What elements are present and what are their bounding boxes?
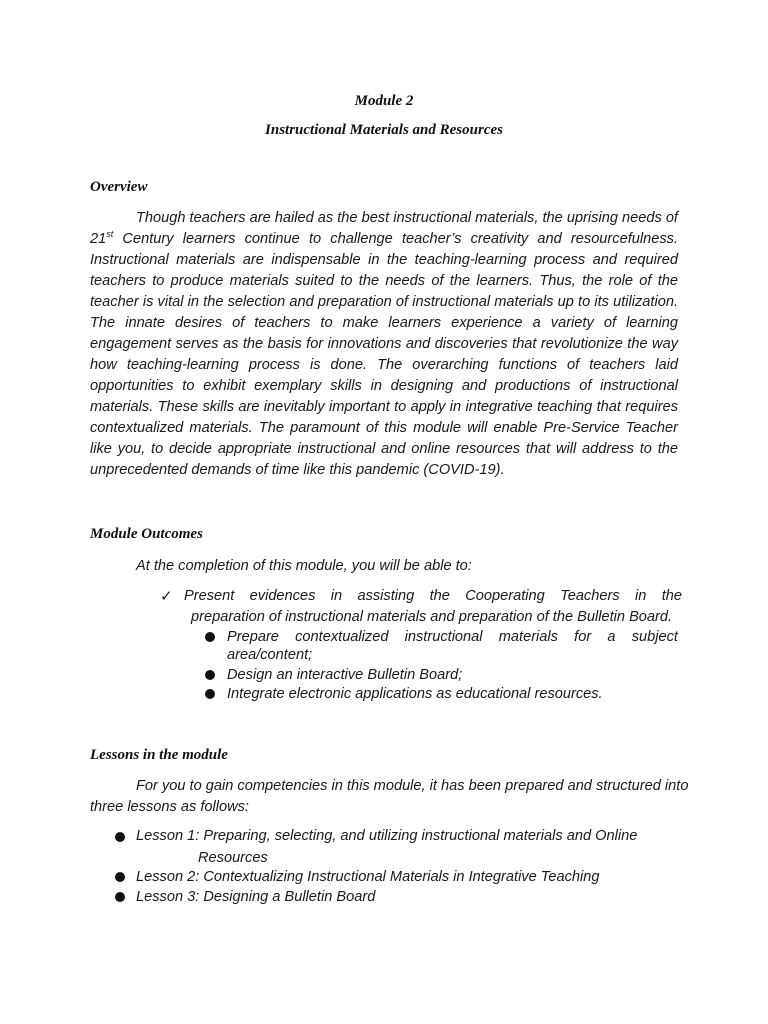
outcome-check-line1: Present evidences in assisting the Cooperating Teachers in the xyxy=(184,588,682,604)
bullet-icon xyxy=(115,892,125,902)
bullet-icon xyxy=(115,872,125,882)
lesson-1-line1: Lesson 1: Preparing, selecting, and utilizing instructional materials and Online xyxy=(136,828,638,844)
overview-superscript: st xyxy=(106,229,114,240)
outcome-bullet-1-line1: Prepare contextualized instructional materials for a subject xyxy=(227,629,678,645)
outcome-bullet-3: Integrate electronic applications as educational resources. xyxy=(227,686,603,702)
outcome-check-item xyxy=(160,586,682,628)
bullet-icon xyxy=(115,832,125,842)
outcome-bullet-1-line2: area/content; xyxy=(227,647,313,663)
outcomes-heading: Module Outcomes xyxy=(90,526,203,542)
lessons-heading: Lessons in the module xyxy=(90,747,228,763)
overview-text-part2: Century learners continue to challenge teacher’s creativity and resourcefulness. Instructional materials are indispensable in the teaching-learning process and required teachers to produce materials suited to the needs of the learners. Thus, the role of the teacher is vital in the selection and preparation of instructional materials up to its utilization. The innate desires of teachers to make learners experience a variety of learning engagement serves as the basis for innovations and discoveries that revolutionize the way how teaching-learning process is done. The overarching functions of teachers laid opportunities to exhibit exemplary skills in designing and productions of instructional materials. These skills are inevitably important to apply in integrative teaching that requires contextualized materials. The paramount of this module will enable Pre-Service Teacher like you, to decide appropriate instructional and online resources that will address to the unprecedented demands of time like this pandemic (COVID-19). xyxy=(90,231,678,478)
lessons-intro: For you to gain competencies in this module, it has been prepared and structured into three lessons as follows: xyxy=(90,778,689,815)
lesson-1-line2: Resources xyxy=(198,850,268,866)
bullet-icon xyxy=(205,632,215,642)
bullet-icon xyxy=(205,670,215,680)
overview-heading: Overview xyxy=(90,179,148,195)
outcomes-intro: At the completion of this module, you will be able to: xyxy=(136,558,472,574)
module-title: Module 2 xyxy=(354,93,414,109)
bullet-icon xyxy=(205,689,215,699)
overview-paragraph xyxy=(90,208,678,481)
outcome-bullet-2: Design an interactive Bulletin Board; xyxy=(227,667,463,683)
lesson-3: Lesson 3: Designing a Bulletin Board xyxy=(136,889,376,905)
lesson-2: Lesson 2: Contextualizing Instructional Materials in Integrative Teaching xyxy=(136,869,600,885)
checkmark-icon: ✓ xyxy=(160,588,173,605)
module-subtitle: Instructional Materials and Resources xyxy=(265,122,503,138)
outcome-check-line2: preparation of instructional materials and preparation of the Bulletin Board. xyxy=(191,609,673,625)
overview-text-part1: Though teachers are hailed as the best instructional materials, the uprising needs of 21 xyxy=(90,210,678,247)
